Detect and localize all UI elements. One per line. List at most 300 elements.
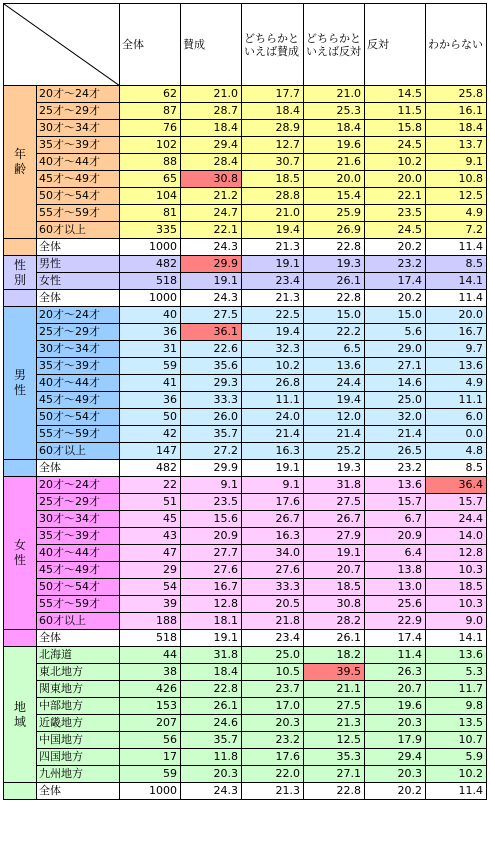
percent-cell: 20.3: [242, 715, 304, 732]
group-label-region: [4, 647, 37, 783]
row-label: 全体: [37, 783, 120, 800]
percent-cell: 29.9: [181, 460, 242, 477]
row-label: 60才以上: [37, 222, 120, 239]
percent-cell: 35.7: [181, 426, 242, 443]
percent-cell: 23.5: [181, 494, 242, 511]
percent-cell: 16.3: [242, 528, 304, 545]
row-label: 35才～39才: [37, 137, 120, 154]
percent-cell: 29.0: [365, 341, 426, 358]
percent-cell: 28.9: [242, 120, 304, 137]
percent-cell: 31.8: [304, 477, 365, 494]
percent-cell: 11.1: [242, 392, 304, 409]
header-agree: 賛成: [181, 4, 242, 86]
row-label: 40才～44才: [37, 545, 120, 562]
percent-cell: 16.7: [181, 579, 242, 596]
percent-cell: 22.8: [304, 783, 365, 800]
percent-cell: 21.4: [365, 426, 426, 443]
percent-cell: 15.0: [365, 307, 426, 324]
percent-cell: 4.9: [426, 205, 487, 222]
row-label: 60才以上: [37, 443, 120, 460]
row-label: 中部地方: [37, 698, 120, 715]
count-cell: 41: [120, 375, 181, 392]
total-row: [4, 290, 487, 307]
row-label: 20才～24才: [37, 86, 120, 103]
percent-cell: 12.7: [242, 137, 304, 154]
table-row: [4, 596, 487, 613]
row-label: 45才～49才: [37, 171, 120, 188]
percent-cell: 26.0: [181, 409, 242, 426]
row-label: 55才～59才: [37, 205, 120, 222]
percent-cell: 18.5: [242, 171, 304, 188]
corner-cell: [4, 4, 120, 86]
row-label: 関東地方: [37, 681, 120, 698]
percent-cell: 19.1: [181, 273, 242, 290]
percent-cell: 13.7: [426, 137, 487, 154]
table-row: [4, 120, 487, 137]
row-label: 20才～24才: [37, 307, 120, 324]
count-cell: 54: [120, 579, 181, 596]
table-row: [4, 154, 487, 171]
count-cell: 59: [120, 358, 181, 375]
percent-cell: 19.4: [242, 324, 304, 341]
percent-cell: 36.4: [426, 477, 487, 494]
group-label-text: 女性: [13, 538, 26, 567]
row-label: 25才～29才: [37, 324, 120, 341]
percent-cell: 19.6: [304, 137, 365, 154]
percent-cell: 26.1: [304, 630, 365, 647]
percent-cell: 27.2: [181, 443, 242, 460]
count-cell: 188: [120, 613, 181, 630]
percent-cell: 22.5: [242, 307, 304, 324]
percent-cell: 28.2: [304, 613, 365, 630]
percent-cell: 21.8: [242, 613, 304, 630]
row-label: 25才～29才: [37, 494, 120, 511]
percent-cell: 25.8: [426, 86, 487, 103]
row-label: 四国地方: [37, 749, 120, 766]
percent-cell: 26.1: [181, 698, 242, 715]
percent-cell: 21.4: [242, 426, 304, 443]
percent-cell: 10.3: [426, 596, 487, 613]
table-row: [4, 341, 487, 358]
count-cell: 335: [120, 222, 181, 239]
percent-cell: 23.4: [242, 630, 304, 647]
table-row: [4, 562, 487, 579]
count-cell: 31: [120, 341, 181, 358]
total-row: [4, 460, 487, 477]
row-label: 20才～24才: [37, 477, 120, 494]
percent-cell: 21.3: [242, 239, 304, 256]
header-dont-know: わからない: [426, 4, 487, 86]
percent-cell: 19.1: [242, 460, 304, 477]
percent-cell: 23.2: [365, 256, 426, 273]
percent-cell: 29.4: [181, 137, 242, 154]
count-cell: 1000: [120, 783, 181, 800]
percent-cell: 25.3: [304, 103, 365, 120]
percent-cell: 11.1: [426, 392, 487, 409]
percent-cell: 24.0: [242, 409, 304, 426]
percent-cell: 27.5: [304, 698, 365, 715]
row-label: 50才～54才: [37, 579, 120, 596]
percent-cell: 14.5: [365, 86, 426, 103]
count-cell: 518: [120, 273, 181, 290]
percent-cell: 32.3: [242, 341, 304, 358]
percent-cell: 10.8: [426, 171, 487, 188]
percent-cell: 21.0: [242, 205, 304, 222]
percent-cell: 24.6: [181, 715, 242, 732]
percent-cell: 25.6: [365, 596, 426, 613]
percent-cell: 5.3: [426, 664, 487, 681]
count-cell: 426: [120, 681, 181, 698]
table-row: [4, 511, 487, 528]
percent-cell: 19.3: [304, 460, 365, 477]
group-label-male: [4, 307, 37, 460]
count-cell: 36: [120, 324, 181, 341]
percent-cell: 19.1: [181, 630, 242, 647]
percent-cell: 20.0: [426, 307, 487, 324]
percent-cell: 16.3: [242, 443, 304, 460]
row-label: 50才～54才: [37, 188, 120, 205]
percent-cell: 12.0: [304, 409, 365, 426]
count-cell: 482: [120, 256, 181, 273]
percent-cell: 25.0: [365, 392, 426, 409]
group-label-female: [4, 477, 37, 630]
table-row: [4, 613, 487, 630]
table-row: [4, 766, 487, 783]
percent-cell: 35.6: [181, 358, 242, 375]
percent-cell: 12.5: [426, 188, 487, 205]
table-row: [4, 273, 487, 290]
row-label: 45才～49才: [37, 392, 120, 409]
percent-cell: 20.5: [242, 596, 304, 613]
percent-cell: 15.6: [181, 511, 242, 528]
percent-cell: 11.4: [426, 239, 487, 256]
row-label: 40才～44才: [37, 375, 120, 392]
total-row: [4, 630, 487, 647]
table-row: [4, 545, 487, 562]
group-label-text: 性別: [13, 257, 26, 287]
percent-cell: 26.9: [304, 222, 365, 239]
percent-cell: 26.1: [304, 273, 365, 290]
table-row: [4, 358, 487, 375]
percent-cell: 20.3: [365, 766, 426, 783]
row-label: 45才～49才: [37, 562, 120, 579]
percent-cell: 18.4: [304, 120, 365, 137]
count-cell: 518: [120, 630, 181, 647]
percent-cell: 21.6: [304, 154, 365, 171]
row-label: 全体: [37, 630, 120, 647]
table-row: [4, 732, 487, 749]
count-cell: 87: [120, 103, 181, 120]
percent-cell: 29.3: [181, 375, 242, 392]
row-label: 35才～39才: [37, 358, 120, 375]
table-row: [4, 443, 487, 460]
percent-cell: 6.7: [365, 511, 426, 528]
count-cell: 81: [120, 205, 181, 222]
count-cell: 17: [120, 749, 181, 766]
count-cell: 47: [120, 545, 181, 562]
count-cell: 76: [120, 120, 181, 137]
table-row: [4, 426, 487, 443]
percent-cell: 14.6: [365, 375, 426, 392]
percent-cell: 16.7: [426, 324, 487, 341]
percent-cell: 11.4: [365, 647, 426, 664]
table-row: [4, 647, 487, 664]
percent-cell: 22.1: [365, 188, 426, 205]
percent-cell: 35.3: [304, 749, 365, 766]
total-spacer: [4, 630, 37, 647]
table-row: [4, 528, 487, 545]
percent-cell: 21.2: [181, 188, 242, 205]
total-spacer: [4, 290, 37, 307]
percent-cell: 20.0: [304, 171, 365, 188]
total-row: [4, 783, 487, 800]
row-label: 近畿地方: [37, 715, 120, 732]
row-label: 全体: [37, 239, 120, 256]
percent-cell: 21.3: [242, 290, 304, 307]
row-label: 50才～54才: [37, 409, 120, 426]
percent-cell: 26.8: [242, 375, 304, 392]
count-cell: 22: [120, 477, 181, 494]
percent-cell: 20.9: [181, 528, 242, 545]
row-label: 全体: [37, 460, 120, 477]
table-row: [4, 205, 487, 222]
table-row: [4, 715, 487, 732]
row-label: 30才～34才: [37, 511, 120, 528]
percent-cell: 29.4: [365, 749, 426, 766]
percent-cell: 36.1: [181, 324, 242, 341]
percent-cell: 32.0: [365, 409, 426, 426]
percent-cell: 23.2: [365, 460, 426, 477]
percent-cell: 13.5: [426, 715, 487, 732]
count-cell: 1000: [120, 290, 181, 307]
percent-cell: 0.0: [426, 426, 487, 443]
percent-cell: 17.6: [242, 494, 304, 511]
percent-cell: 22.0: [242, 766, 304, 783]
percent-cell: 26.3: [365, 664, 426, 681]
percent-cell: 17.7: [242, 86, 304, 103]
count-cell: 36: [120, 392, 181, 409]
table-row: [4, 86, 487, 103]
percent-cell: 29.9: [181, 256, 242, 273]
percent-cell: 33.3: [242, 579, 304, 596]
percent-cell: 14.1: [426, 630, 487, 647]
percent-cell: 12.8: [181, 596, 242, 613]
count-cell: 43: [120, 528, 181, 545]
survey-table: [3, 3, 487, 800]
percent-cell: 28.7: [181, 103, 242, 120]
count-cell: 29: [120, 562, 181, 579]
percent-cell: 6.0: [426, 409, 487, 426]
percent-cell: 24.7: [181, 205, 242, 222]
percent-cell: 27.1: [365, 358, 426, 375]
table-row: [4, 137, 487, 154]
percent-cell: 15.0: [304, 307, 365, 324]
percent-cell: 25.2: [304, 443, 365, 460]
percent-cell: 10.2: [426, 766, 487, 783]
percent-cell: 17.6: [242, 749, 304, 766]
percent-cell: 26.7: [304, 511, 365, 528]
count-cell: 104: [120, 188, 181, 205]
percent-cell: 15.7: [426, 494, 487, 511]
percent-cell: 15.7: [365, 494, 426, 511]
table-row: [4, 494, 487, 511]
percent-cell: 27.5: [304, 494, 365, 511]
percent-cell: 23.2: [242, 732, 304, 749]
diagonal-line: [4, 4, 120, 86]
header-disagree: 反対: [365, 4, 426, 86]
count-cell: 88: [120, 154, 181, 171]
percent-cell: 27.6: [242, 562, 304, 579]
percent-cell: 24.3: [181, 239, 242, 256]
group-label-sex: [4, 256, 37, 290]
percent-cell: 22.8: [304, 239, 365, 256]
percent-cell: 11.4: [426, 783, 487, 800]
percent-cell: 19.3: [304, 256, 365, 273]
percent-cell: 11.7: [426, 681, 487, 698]
percent-cell: 24.5: [365, 137, 426, 154]
table-body: [4, 4, 487, 800]
percent-cell: 30.8: [304, 596, 365, 613]
group-label-age: [4, 86, 37, 239]
percent-cell: 10.7: [426, 732, 487, 749]
table-row: [4, 681, 487, 698]
percent-cell: 22.1: [181, 222, 242, 239]
group-label-text: 地域: [13, 699, 26, 729]
count-cell: 45: [120, 511, 181, 528]
row-label: 30才～34才: [37, 341, 120, 358]
table-row: [4, 477, 487, 494]
percent-cell: 21.4: [304, 426, 365, 443]
count-cell: 50: [120, 409, 181, 426]
row-label: 60才以上: [37, 613, 120, 630]
percent-cell: 27.6: [181, 562, 242, 579]
row-label: 北海道: [37, 647, 120, 664]
table-row: [4, 188, 487, 205]
total-spacer: [4, 239, 37, 256]
count-cell: 40: [120, 307, 181, 324]
table-row: [4, 375, 487, 392]
percent-cell: 24.3: [181, 290, 242, 307]
percent-cell: 18.2: [304, 647, 365, 664]
percent-cell: 19.1: [304, 545, 365, 562]
percent-cell: 25.9: [304, 205, 365, 222]
percent-cell: 9.0: [426, 613, 487, 630]
percent-cell: 21.1: [304, 681, 365, 698]
row-label: 東北地方: [37, 664, 120, 681]
percent-cell: 9.1: [242, 477, 304, 494]
percent-cell: 10.2: [365, 154, 426, 171]
row-label: 35才～39才: [37, 528, 120, 545]
row-label: 女性: [37, 273, 120, 290]
percent-cell: 18.4: [426, 120, 487, 137]
percent-cell: 11.4: [426, 290, 487, 307]
percent-cell: 31.8: [181, 647, 242, 664]
percent-cell: 20.3: [365, 715, 426, 732]
percent-cell: 30.7: [242, 154, 304, 171]
percent-cell: 26.5: [365, 443, 426, 460]
percent-cell: 20.7: [365, 681, 426, 698]
row-label: 55才～59才: [37, 596, 120, 613]
row-label: 40才～44才: [37, 154, 120, 171]
percent-cell: 19.1: [242, 256, 304, 273]
percent-cell: 22.8: [181, 681, 242, 698]
percent-cell: 39.5: [304, 664, 365, 681]
count-cell: 207: [120, 715, 181, 732]
percent-cell: 23.5: [365, 205, 426, 222]
count-cell: 59: [120, 766, 181, 783]
table-row: [4, 579, 487, 596]
percent-cell: 28.4: [181, 154, 242, 171]
row-label: 55才～59才: [37, 426, 120, 443]
header-row: [4, 4, 487, 86]
table-row: [4, 222, 487, 239]
percent-cell: 20.9: [365, 528, 426, 545]
percent-cell: 18.4: [181, 664, 242, 681]
percent-cell: 11.8: [181, 749, 242, 766]
table-row: [4, 392, 487, 409]
percent-cell: 6.4: [365, 545, 426, 562]
percent-cell: 22.9: [365, 613, 426, 630]
row-label: 30才～34才: [37, 120, 120, 137]
header-somewhat-agree: どちらかといえば賛成: [242, 4, 304, 86]
percent-cell: 21.0: [304, 86, 365, 103]
percent-cell: 17.9: [365, 732, 426, 749]
percent-cell: 4.9: [426, 375, 487, 392]
percent-cell: 23.4: [242, 273, 304, 290]
percent-cell: 10.3: [426, 562, 487, 579]
percent-cell: 11.5: [365, 103, 426, 120]
percent-cell: 5.9: [426, 749, 487, 766]
total-row: [4, 239, 487, 256]
percent-cell: 34.0: [242, 545, 304, 562]
percent-cell: 17.4: [365, 630, 426, 647]
percent-cell: 25.0: [242, 647, 304, 664]
table-row: [4, 103, 487, 120]
table-row: [4, 256, 487, 273]
percent-cell: 13.6: [426, 647, 487, 664]
table-row: [4, 749, 487, 766]
percent-cell: 21.3: [242, 783, 304, 800]
percent-cell: 20.0: [365, 171, 426, 188]
percent-cell: 27.7: [181, 545, 242, 562]
table-row: [4, 307, 487, 324]
percent-cell: 12.5: [304, 732, 365, 749]
count-cell: 56: [120, 732, 181, 749]
percent-cell: 26.7: [242, 511, 304, 528]
percent-cell: 28.8: [242, 188, 304, 205]
percent-cell: 13.6: [304, 358, 365, 375]
percent-cell: 17.4: [365, 273, 426, 290]
percent-cell: 20.3: [181, 766, 242, 783]
percent-cell: 27.9: [304, 528, 365, 545]
percent-cell: 24.3: [181, 783, 242, 800]
percent-cell: 18.1: [181, 613, 242, 630]
percent-cell: 20.2: [365, 239, 426, 256]
count-cell: 153: [120, 698, 181, 715]
percent-cell: 13.6: [426, 358, 487, 375]
percent-cell: 6.5: [304, 341, 365, 358]
percent-cell: 19.4: [304, 392, 365, 409]
percent-cell: 24.4: [426, 511, 487, 528]
header-total: 全体: [120, 4, 181, 86]
count-cell: 482: [120, 460, 181, 477]
percent-cell: 15.4: [304, 188, 365, 205]
percent-cell: 19.6: [365, 698, 426, 715]
percent-cell: 20.2: [365, 783, 426, 800]
percent-cell: 7.2: [426, 222, 487, 239]
percent-cell: 20.2: [365, 290, 426, 307]
percent-cell: 18.4: [242, 103, 304, 120]
